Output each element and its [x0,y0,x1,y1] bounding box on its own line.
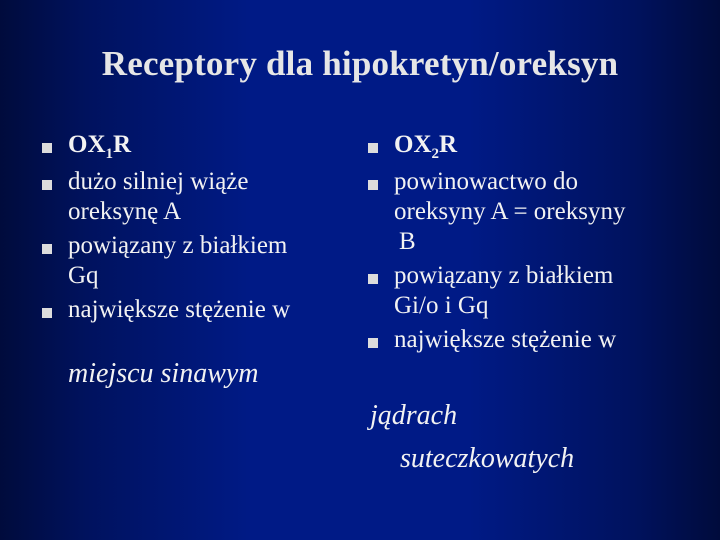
left-location-text: miejscu sinawym [68,358,259,389]
square-bullet-icon [42,180,52,190]
right-item-concentration [368,325,688,355]
right-affinity-line1: powinowactwo do [394,168,578,195]
square-bullet-icon [368,180,378,190]
right-protein-line2: Gi/o i Gq [394,292,489,319]
right-item-heading [368,130,688,163]
right-location-text-1: jądrach [370,400,458,431]
left-protein-line1: powiązany z białkiem [68,232,288,259]
right-affinity-line3: B [399,228,416,255]
receptor-name-main: OX [68,131,106,158]
left-column [42,130,332,329]
right-column [368,130,688,359]
left-protein-line2: Gq [68,262,99,289]
left-binding-line2: oreksynę A [68,198,182,225]
receptor-name-subscript: 2 [431,146,439,162]
square-bullet-icon [42,308,52,318]
slide-title: Receptory dla hipokretyn/oreksyn [101,44,619,83]
right-item-affinity [368,167,688,257]
left-binding-line1: dużo silniej wiąże [68,168,249,195]
square-bullet-icon [42,143,52,153]
receptor-name-tail: R [113,131,132,158]
right-affinity-line2: oreksyny A = oreksyny [394,198,626,225]
left-item-binding [42,167,332,227]
left-item-concentration [42,295,332,325]
left-item-heading [42,130,332,163]
square-bullet-icon [368,143,378,153]
receptor-name-tail: R [439,131,458,158]
receptor-name-subscript: 1 [105,146,113,162]
receptor-name-main: OX [394,131,432,158]
square-bullet-icon [368,274,378,284]
right-protein-line1: powiązany z białkiem [394,262,614,289]
right-item-protein [368,261,688,321]
left-item-protein [42,231,332,291]
square-bullet-icon [42,244,52,254]
right-location-text-2: suteczkowatych [400,443,575,474]
square-bullet-icon [368,338,378,348]
right-concentration-line1: największe stężenie w [394,326,617,353]
left-concentration-line1: największe stężenie w [68,296,291,323]
